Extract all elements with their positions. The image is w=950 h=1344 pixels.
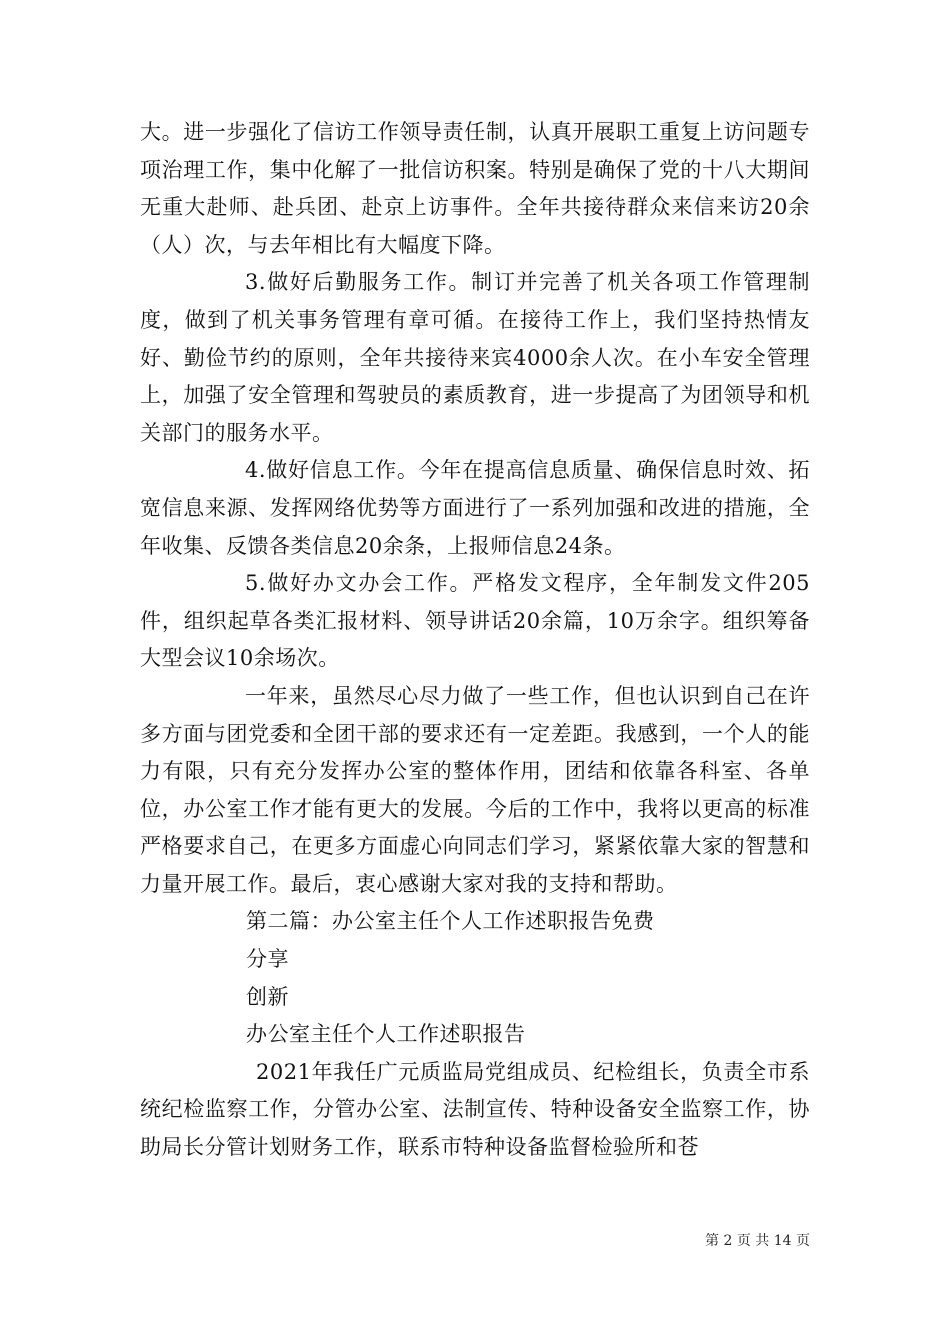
report-title: 办公室主任个人工作述职报告 <box>246 1022 526 1047</box>
section-heading-title: 第二篇：办公室主任个人工作述职报告免费 <box>246 909 655 934</box>
paragraph-year-summary: 一年来，虽然尽心尽力做了一些工作，但也认识到自己在许多方面与团党委和全团干部的要求还有一定差距。我感到，一个人的能力有限，只有充分发挥办公室的整体作用，团结和依靠各科室、各单位，办公室工作才能有更大的发展。今后的工作中，我将以更高的标准严格要求自己，在更多方面虚心向同志们学习，紧紧依靠大家的智慧和力量开展工作。最后，衷心感谢大家对我的支持和帮助。 <box>140 683 810 896</box>
paragraph-logistics-service: 3.做好后勤服务工作。制订并完善了机关各项工作管理制度，做到了机关事务管理有章可循。在接待工作上，我们坚持热情友好、勤俭节约的原则，全年共接待来宾4000余人次。在小车安全管理上，加强了安全管理和驾驶员的素质教育，进一步提高了为团领导和机关部门的服务水平。 <box>140 270 810 445</box>
paragraph-information-work: 4.做好信息工作。今年在提高信息质量、确保信息时效、拓宽信息来源、发挥网络优势等方面进行了一系列加强和改进的措施，全年收集、反馈各类信息20余条，上报师信息24条。 <box>140 458 810 558</box>
section-heading-share: 分享 <box>246 947 289 972</box>
document-body <box>140 114 810 1167</box>
paragraph-2021-responsibilities: 2021年我任广元质监局党组成员、纪检组长，负责全市系统纪检监察工作，分管办公室、法制宣传、特种设备安全监察工作，协助局长分管计划财务工作，联系市特种设备监督检验所和苍 <box>140 1059 810 1160</box>
paragraph-document-meeting-work: 5.做好办文办会工作。严格发文程序，全年制发文件205件，组织起草各类汇报材料、领导讲话20余篇，10万余字。组织筹备大型会议10余场次。 <box>140 571 810 671</box>
page-number-footer: 第 2 页 共 14 页 <box>705 1233 810 1249</box>
section-heading-innovation: 创新 <box>246 984 289 1009</box>
paragraph-petition-work: 大。进一步强化了信访工作领导责任制，认真开展职工重复上访问题专项治理工作，集中化解了一批信访积案。特别是确保了党的十八大期间无重大赴师、赴兵团、赴京上访事件。全年共接待群众来信来访20余（人）次，与去年相比有大幅度下降。 <box>140 120 810 257</box>
